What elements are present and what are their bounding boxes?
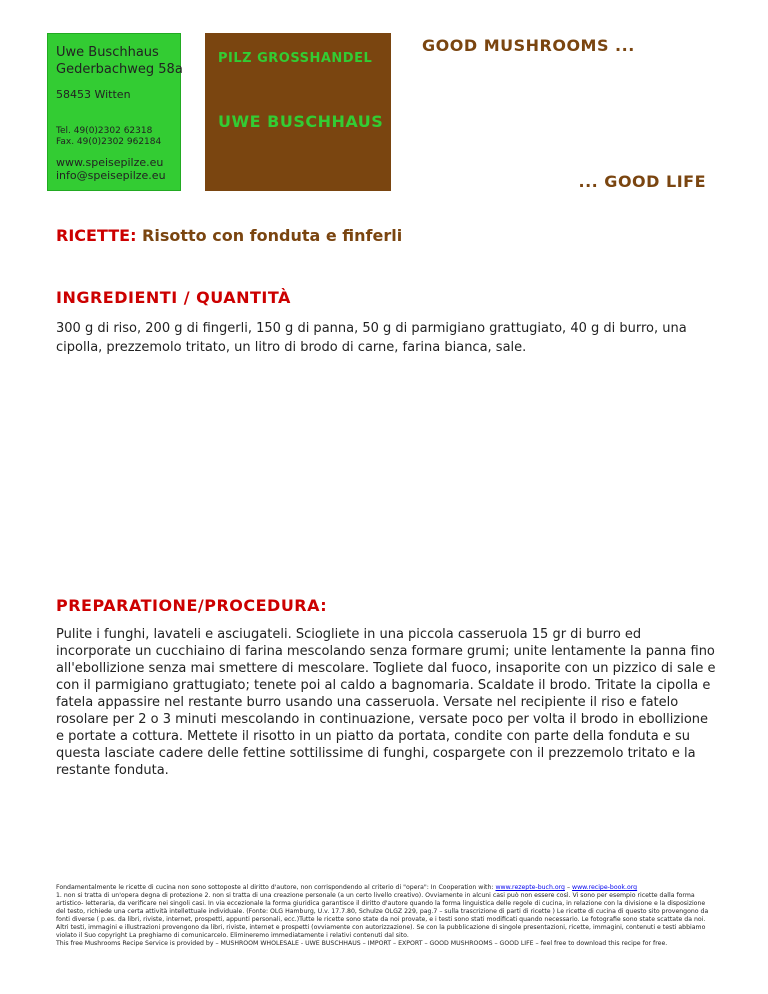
- contact-box: [47, 33, 181, 191]
- contact-email: info@speisepilze.eu: [56, 169, 166, 182]
- contact-city: 58453 Witten: [56, 88, 131, 101]
- footer-intro: Fondamentalmente le ricette di cucina non sono sottoposte al diritto d'autore, non corrispondendo al criterio di "opera": In Cooperation with:: [56, 884, 496, 891]
- footer-link-rezepte[interactable]: www.rezepte-buch.org: [495, 884, 565, 891]
- slogan-top: GOOD MUSHROOMS ...: [422, 36, 635, 55]
- contact-fax: Fax. 49(0)2302 962184: [56, 137, 162, 147]
- footer-body: 1. non si tratta di un'opera degna di protezione 2. non si tratta di una creazione personale (a un certo livello creativo). Ovviamente in alcuni casi può non essere così. Vi sono per esempio ricette dalla forma artistico- letteraria, da verificare nei singoli casi. In via eccezionale la forma giuridica garantisce il diritto d'autore quando la forma linguistica delle regole di cucina, in relazione con la divisione e la disposizione del testo, richiede una certa attività intellettuale individuale. (Fonte: OLG Hamburg, U.v. 17.7.80, Schulze OLGZ 229, pag.7 – sulla trascrizione di parti di ricette ) Le ricette di cucina di questo sito provengono da fonti diverse ( p.es. da libri, riviste, internet, prospetti, appunti personali, ecc.)Tutte le ricette sono state da noi provate, e i testi sono stati modificati quando necessario. Le fotografie sono state scattate da noi. Altri testi, immagini e illustrazioni provengono da libri, riviste, internet e prospetti (ovviamente con autorizzazione). Se con la pubblicazione di singole presentazioni, ricette, immagini, contenuti e testi abbiamo violato il Suo copyright La preghiamo di comunicarcelo. Elimineremo immediatamente i relativi contenuti dal sito.: [56, 892, 709, 939]
- brand-subtitle: PILZ GROSSHANDEL: [218, 51, 373, 66]
- brand-name: UWE BUSCHHAUS: [218, 112, 384, 131]
- ingredients-heading: INGREDIENTI / QUANTITÀ: [56, 288, 291, 307]
- footer-link-recipe[interactable]: www.recipe-book.org: [572, 884, 638, 891]
- footer-last-line: This free Mushrooms Recipe Service is provided by – MUSHROOM WHOLESALE - UWE BUSCHHAUS – IMPORT – EXPORT – GOOD MUSHROOMS – GOOD LIFE – feel free to download this recipe for free.: [56, 940, 668, 947]
- footer-separator: –: [564, 884, 573, 891]
- slogan-bottom: ... GOOD LIFE: [578, 172, 706, 191]
- preparation-heading: PREPARATIONE/PROCEDURA:: [56, 596, 328, 615]
- footer-disclaimer: [56, 884, 716, 948]
- ingredients-text: 300 g di riso, 200 g di fingerli, 150 g di panna, 50 g di parmigiano grattugiato, 40 g di burro, una cipolla, prezzemolo tritato, un litro di brodo di carne, farina bianca, sale.: [56, 321, 687, 355]
- recipe-label: RICETTE:: [56, 226, 137, 245]
- footer-line1: [56, 884, 716, 892]
- contact-street: Gederbachweg 58a: [56, 62, 183, 77]
- recipe-name: Risotto con fonduta e finferli: [142, 226, 403, 245]
- contact-phone: Tel. 49(0)2302 62318: [56, 126, 153, 136]
- contact-name: Uwe Buschhaus: [56, 45, 159, 60]
- preparation-text: Pulite i funghi, lavateli e asciugateli. Sciogliete in una piccola casseruola 15 gr di burro ed incorporate un cucchiaino di farina mescolando senza formare grumi; unite lentamente la panna fino all'ebollizione senza mai smettere di mescolare. Togliete dal fuoco, insaporite con un pizzico di sale e con il parmigiano grattugiato; tenete poi al caldo a bagnomaria. Scaldate il brodo. Tritate la cipolla e fatela appassire nel restante burro usando una casseruola. Versate nel recipiente il riso e fatelo rosolare per 2 o 3 minuti mescolando in continuazione, versate poco per volta il brodo in ebollizione e portate a cottura. Mettete il risotto in un piatto da portata, condite con parte della fonduta e su questa lasciate cadere delle fettine sottilissime di funghi, cospargete con il prezzemolo tritato e la restante fonduta.: [56, 627, 716, 778]
- brand-box: [205, 33, 391, 191]
- contact-website: www.speisepilze.eu: [56, 156, 164, 169]
- recipe-title: [56, 226, 402, 245]
